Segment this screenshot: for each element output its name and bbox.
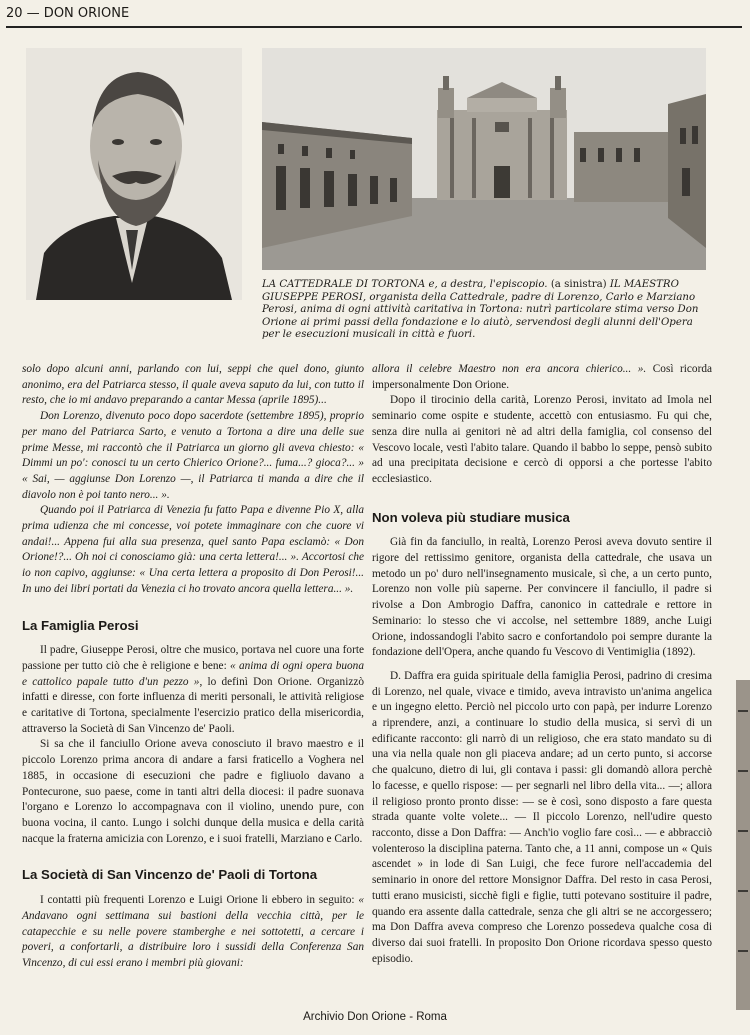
edge-band [738, 830, 748, 832]
cathedral-photo [262, 48, 706, 270]
paragraph: Si sa che il fanciullo Orione aveva conosciuto il bravo maestro e il piccolo Lorenzo prima ancora di andare a farsi fraticello a Voghera nel 1885, in occasione di esecuzioni che padre e figliuolo davano a Pontecurone, suo paese, come in tanti altri della diocesi: il padre suonava l'organo e Lorenzo lo accompagnava con il violino, unendo pure, con buona vocina, il canto. Lungo i solchi dunque della musica e della carità nacque la fraterna amicizia con Lorenzo, e i suoi fratelli, Marziano e Carlo. [22, 738, 364, 845]
portrait-image [26, 48, 242, 300]
paragraph-quote: « Andavano ogni settimana sui bastioni della vecchia città, per le catapecchie e su nelle povere stamberghe e nei sottotetti, a cercare i poveri, a confortarli, a distribuire loro i sussidi della Conferenza San Vincenzo, di cui essi erano i membri più giovani: [22, 894, 364, 969]
right-column [372, 362, 712, 967]
paragraph-quote: « anima di ogni opera buona e cattolico papale tutto d'un pezzo » [22, 659, 364, 688]
paragraph: D. Daffra era guida spirituale della famiglia Perosi, padrino di cresima di Lorenzo, nel quale, vivace e timido, aveva intravisto un'anima angelica e un ingegno eletto. Perciò nel piccolo urto con papà, per indurre Lorenzo a riprendere, anzi, a continuare lo studio della musica, si servì di un edificante racconto: gli narrò di un religioso, che era stato mandato su di una via nella quale non gli piaceva andare; ad un certo punto, si accorse che qualcuno, dietro di lui, gli contava i passi: gli domandò allora perchè lo facesse, e quello rispose: — per segnarli nel libro della vita... —; allora il religioso pronto pronto disse: — se è così, sono disposto a fare questa strada quante volte volete... — Il piccolo Lorenzo, nell'udire questo racconto, disse a Don Daffra: — Anch'io voglio fare così... — e abbracciò volenteroso la disciplina paterna. Tanto che, a 11 anni, compose un « Quis ascendet » in lode di San Luigi, che fece furore nell'accademia del seminario in onore del rettore Monsignor Daffra. Del resto in casa Perosi, tutti erano musicisti, sicchè figli e figlie, tutti potevano sostituire il padre, quando era assente dalla cattedrale, senza che gli altri se ne accorgessero; ma Don Daffra aveva compreso che Lorenzo possedeva qualche cosa di diverso dai suoi fratelli. In proposito Don Orione ricordava spesso questo episodio. [372, 669, 712, 965]
photo-caption [262, 279, 708, 342]
paragraph: Don Lorenzo, divenuto poco dopo sacerdote (settembre 1895), proprio per mano del Patriarca Sarto, e venuto a Tortona a dire una delle sue prime Messe, mi raccontò che il Patriarca un giorno gli aveva chiesto: « Dimmi un po': conosci tu un certo Chierico Orione?... fuma...? gioca?... » « Sai, — aggiunse Don Lorenzo —, il Patriarca ti manda a dire che il diavolo non è poi tanto nero... ». [22, 410, 364, 501]
archive-footer: Archivio Don Orione - Roma [303, 1011, 447, 1023]
edge-band [738, 710, 748, 712]
page-edge-strip [736, 680, 750, 1010]
page-header [6, 2, 742, 28]
caption-left-marker: (a sinistra) [550, 279, 607, 290]
caption-text: IL MAESTRO GIUSEPPE PEROSI, organista della Cattedrale, padre di Lorenzo, Carlo e Marziano Perosi, anima di ogni attività caritativa in Tortona: nutrì particolare stima verso Don Orione ai primi passi della fondazione e lo aiutò, servendosi degli alunni dell'Opera per le esecuzioni musicali in città e fuori. [262, 279, 699, 341]
edge-band [738, 890, 748, 892]
paragraph [372, 362, 712, 393]
paragraph-quote: allora il celebre Maestro non era ancora chierico... ». [372, 363, 647, 375]
section-heading-societa: La Società di San Vincenzo de' Paoli di Tortona [22, 867, 318, 883]
section-heading-musica: Non voleva più studiare musica [372, 509, 570, 525]
paragraph-text: , lo definì Don Orione. Organizzò infatti e diresse, con forte influenza di meriti personali, le attività religiose e caritative di Tortona, specialmente l'esercizio pratico della misericordia, attraverso la Società di San Vincenzo de' Paoli. [22, 675, 365, 735]
paragraph: Già fin da fanciullo, in realtà, Lorenzo Perosi aveva dovuto sentire il rigore del rettissimo genitore, organista della cattedrale, che usava un metodo un po' duro nell'insegnamento musicale, sì che, a un certo punto, Lorenzo non volle più saperne. Per convincere il fanciullo, il padre si rivolse a Don Ambrogio Daffra, canonico in cattedrale e rettore in Seminario: lo stesso che vi accolse, nel settembre 1889, anche Luigi Orione, indossandogli l'abito sacro e confortandolo poi sempre durante la fondazione dell'Opera, anche quando fu Vescovo di Ventimiglia (1892). [372, 536, 712, 659]
portrait-photo [26, 48, 242, 300]
paragraph: Dopo il tirocinio della carità, Lorenzo Perosi, invitato ad Imola nel seminario come ospite e studente, accettò con entusiasmo. Fu qui che, senza dire nulla ai genitori nè ad altri della famiglia, col consenso del Vescovo locale, vestì l'abito talare. Quando il babbo lo seppe, pensò subito ad una precipitata decisione e cercò di opporsi a che portesse l'abito ecclesiastico. [372, 394, 712, 485]
paragraph-text: Così ricorda impersonalmente Don Orione. [372, 363, 712, 391]
left-column [22, 362, 364, 972]
paragraph: solo dopo alcuni anni, parlando con lui, seppi che quel dono, giunto anonimo, era del Patriarca stesso, il quale aveva saputo da lui, con tutto il resto, che io mi andavo preparando a cantar Messa (aprile 1895)... [22, 363, 364, 407]
paragraph-text: Il padre, Giuseppe Perosi, oltre che musico, portava nel cuore una forte passione per tutto ciò che è religione e bene: [22, 644, 364, 672]
paragraph [22, 893, 364, 972]
paragraph-text: I contatti più frequenti Lorenzo e Luigi Orione li ebbero in seguito: [40, 894, 359, 907]
edge-band [738, 950, 748, 952]
paragraph: Quando poi il Patriarca di Venezia fu fatto Papa e divenne Pio X, alla prima udienza che mi concesse, voi potete immaginare con che cuore vi andai!... Appena fui alla sua presenza, quel santo Papa esclamò: « Don Orione!?... Oh noi ci conosciamo già: una certa lettera!... ». Accortosi che io non capivo, aggiunse: « Una certa lettera a proposito di Don Perosi!... In uno dei libri portati da Venezia ci ho trovato ancora quella lettera... ». [22, 504, 364, 595]
cathedral-image [262, 48, 706, 270]
edge-band [738, 770, 748, 772]
caption-title: LA CATTEDRALE DI TORTONA e, a destra, l'episcopio. [262, 279, 548, 290]
paragraph [22, 643, 364, 737]
section-heading-famiglia: La Famiglia Perosi [22, 617, 139, 633]
page-number-label: 20 — DON ORIONE [6, 6, 130, 21]
